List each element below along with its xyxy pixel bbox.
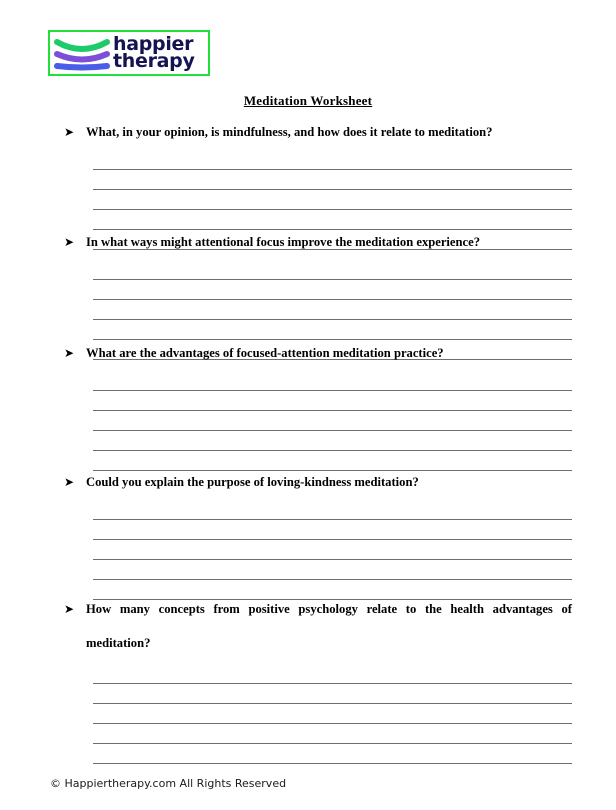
logo-word-line1: happier [113, 32, 194, 55]
answer-line[interactable] [93, 580, 572, 600]
question-row-4 [64, 474, 572, 491]
question-text-5-line1: How many concepts from positive psychology relate to the health advantages of [86, 602, 572, 616]
answer-line[interactable] [93, 540, 572, 560]
question-text-5-line2: meditation? [86, 636, 151, 650]
answer-line[interactable] [93, 391, 572, 411]
answer-line[interactable] [93, 684, 572, 704]
question-row-1 [64, 124, 572, 141]
question-block-1 [64, 124, 572, 250]
question-block-5 [64, 601, 572, 764]
answer-line[interactable] [93, 431, 572, 451]
answer-line[interactable] [93, 664, 572, 684]
logo-wordmark [113, 32, 195, 72]
answer-lines-5 [93, 664, 572, 764]
happier-therapy-logo [48, 30, 210, 76]
answer-lines-4 [93, 500, 572, 600]
answer-line[interactable] [93, 724, 572, 744]
page-title-text: Meditation Worksheet [243, 93, 373, 108]
answer-line[interactable] [93, 451, 572, 471]
answer-line[interactable] [93, 560, 572, 580]
answer-line[interactable] [93, 280, 572, 300]
copyright-footer: © Happiertherapy.com All Rights Reserved [50, 777, 287, 790]
question-row-5 [64, 601, 572, 652]
answer-line[interactable] [93, 300, 572, 320]
bullet-arrow-icon: ➤ [64, 235, 75, 249]
logo-arcs-icon [53, 33, 111, 73]
answer-line[interactable] [93, 150, 572, 170]
bullet-arrow-icon: ➤ [64, 475, 75, 489]
answer-line[interactable] [93, 170, 572, 190]
question-text-1: What, in your opinion, is mindfulness, and how does it relate to meditation? [86, 125, 493, 139]
question-text-5 [86, 601, 572, 652]
answer-line[interactable] [93, 520, 572, 540]
answer-line[interactable] [93, 371, 572, 391]
answer-line[interactable] [93, 320, 572, 340]
bullet-arrow-icon: ➤ [64, 602, 75, 616]
question-text-3: What are the advantages of focused-attention meditation practice? [86, 346, 444, 360]
answer-lines-3 [93, 371, 572, 471]
answer-line[interactable] [93, 500, 572, 520]
answer-line[interactable] [93, 210, 572, 230]
answer-line[interactable] [93, 411, 572, 431]
answer-line[interactable] [93, 704, 572, 724]
question-row-2 [64, 234, 572, 251]
answer-line[interactable] [93, 260, 572, 280]
page-title [0, 93, 616, 109]
bullet-arrow-icon: ➤ [64, 346, 75, 360]
bullet-arrow-icon: ➤ [64, 125, 75, 139]
answer-line[interactable] [93, 190, 572, 210]
question-block-4 [64, 474, 572, 600]
question-row-3 [64, 345, 572, 362]
question-block-3 [64, 345, 572, 471]
question-block-2 [64, 234, 572, 360]
logo-word-line2: therapy [113, 50, 195, 72]
question-text-2: In what ways might attentional focus improve the meditation experience? [86, 235, 480, 249]
question-text-4: Could you explain the purpose of loving-kindness meditation? [86, 475, 419, 489]
answer-line[interactable] [93, 744, 572, 764]
